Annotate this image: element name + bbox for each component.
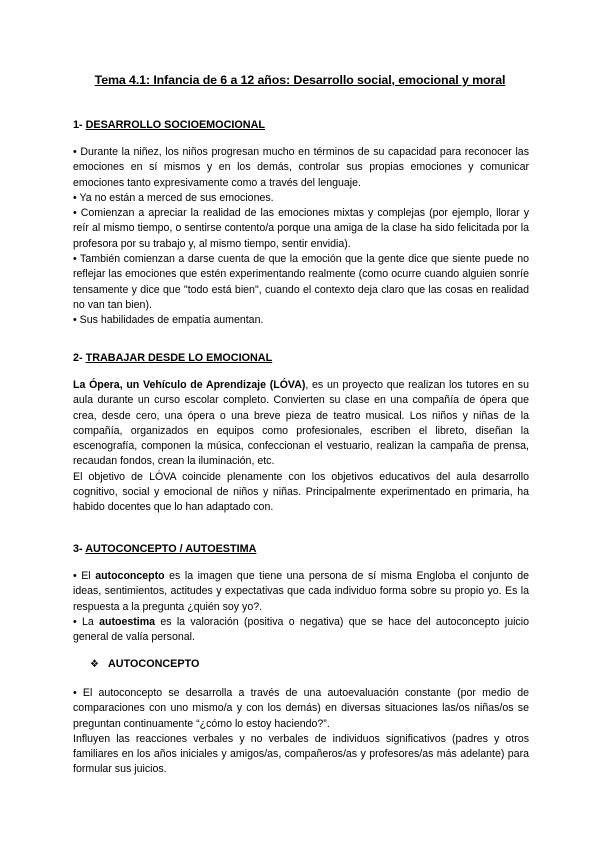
page-title: Tema 4.1: Infancia de 6 a 12 años: Desarrollo social, emocional y moral xyxy=(94,73,506,87)
section-1-paragraph: • Ya no están a merced de sus emociones. xyxy=(73,191,274,204)
bullet-text: • La xyxy=(73,615,100,628)
section-3-paragraph xyxy=(73,615,529,646)
subsection-body xyxy=(73,686,529,778)
section-1-paragraph: • Sus habilidades de empatía aumentan. xyxy=(73,314,264,327)
diamond-bullet-icon: ❖ xyxy=(90,659,99,670)
section-2-title: TRABAJAR DESDE LO EMOCIONAL xyxy=(85,352,273,364)
section-1-heading xyxy=(73,119,265,131)
subsection-title: AUTOCONCEPTO xyxy=(108,658,200,670)
section-3-number: 3- xyxy=(73,543,83,555)
autoestima-term: autoestima xyxy=(99,615,156,628)
subsection-heading xyxy=(90,658,199,670)
section-2-paragraph: El objetivo de LÓVA coincide plenamente con los objetivos educativos del aula desarrollo cognitivo, social y emocional de niños y niñas. Principalmente experimentado en primaria, ha habido docentes que lo han adaptado con. xyxy=(73,470,529,514)
autoconcepto-term: autoconcepto xyxy=(95,570,165,582)
section-1-paragraph: • Comienzan a apreciar la realidad de las emociones mixtas y complejas (por ejemplo, llorar y reír al mismo tiempo, o sentirse contento/a porque una amiga de la clase ha sido felicitada por la profesora por su trabajo y, al mismo tiempo, sentir envidia). xyxy=(73,207,529,250)
section-3-body xyxy=(73,569,529,645)
section-1-paragraph: • Durante la niñez, los niños progresan mucho en términos de su capacidad para reconocer las emociones en sí mismos y en los demás, controlar sus propias emociones y comunicar emociones tanto expresivamente como a través del lenguaje. xyxy=(73,146,529,189)
section-3-heading xyxy=(73,543,256,555)
section-1-title: DESARROLLO SOCIOEMOCIONAL xyxy=(85,119,265,131)
subsection-paragraph: Influyen las reacciones verbales y no verbales de individuos significativos (padres y otros familiares en los años iniciales y amigos/as, compañeros/as y profesores/as más adelante) para formular sus juicios. xyxy=(73,732,529,776)
section-3-text: es la imagen que tiene una persona de sí misma Engloba el conjunto de ideas, sentimientos, actitudes y expectativas que cada individuo forma sobre su propio yo. Es la respuesta a la pregunta ¿quién soy yo?. xyxy=(73,570,529,613)
section-3-text: es la valoración (positiva o negativa) que se hace del autoconcepto juicio general de valía personal. xyxy=(73,615,529,644)
subsection-paragraph: • El autoconcepto se desarrolla a través de una autoevaluación constante (por medio de comparaciones con uno mismo/a y con los demás) en diversas situaciones las/os niñas/os se preguntan continuamente “¿cómo lo estoy haciendo?”. xyxy=(73,687,529,730)
section-1-paragraph: • También comienzan a darse cuenta de que la emoción que la gente dice que siente puede no reflejar las emociones que estén experimentando realmente (como ocurre cuando alguien sonríe tensamente y dice que "todo está bien", cuando el contexto deja claro que las cosas en realidad no van tan bien). xyxy=(73,253,529,311)
section-2-text: , es un proyecto que realizan los tutores en su aula durante un curso escolar completo. Convierten su clase en una compañía de ópera que crea, desde cero, una ópera o una breve pieza de teatro musical. Los niños y niñas de la compañía, organizados en equipos como profesionales, escriben el libreto, diseñan la escenografía, componen la música, confeccionan el vestuario, realizan la campaña de prensa, recaudan fondos, crean la iluminación, etc. xyxy=(73,379,529,468)
bullet-text: • El xyxy=(73,570,96,582)
section-2-heading xyxy=(73,352,272,364)
section-3-title: AUTOCONCEPTO / AUTOESTIMA xyxy=(85,543,257,555)
section-1-body xyxy=(73,145,529,329)
section-1-number: 1- xyxy=(73,119,83,131)
section-2-number: 2- xyxy=(73,352,83,364)
section-3-paragraph xyxy=(73,569,529,615)
lova-name: La Ópera, un Vehículo de Aprendizaje (LÓVA) xyxy=(73,379,306,391)
section-2-paragraph xyxy=(73,378,529,470)
section-2-body xyxy=(73,378,529,516)
